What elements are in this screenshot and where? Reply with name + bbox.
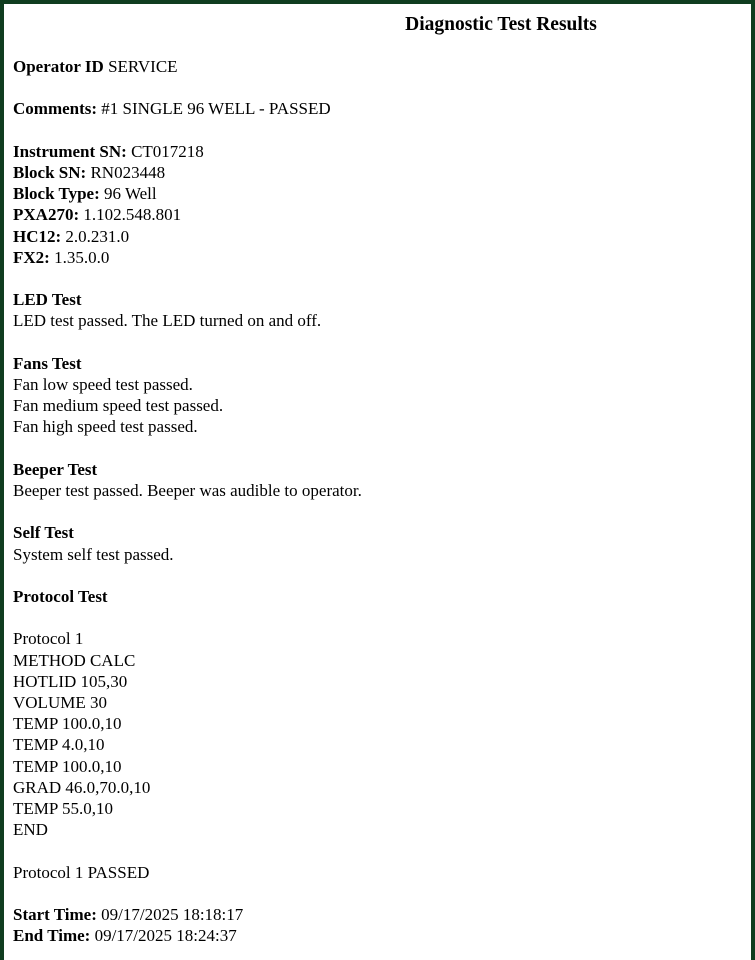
protocol-line: TEMP 55.0,10 xyxy=(13,798,113,818)
report-content xyxy=(13,12,751,946)
fans-test-heading: Fans Test xyxy=(13,353,82,373)
fx2-line xyxy=(13,247,751,268)
comments-value: #1 SINGLE 96 WELL - PASSED xyxy=(101,99,331,119)
pxa270-label: PXA270: xyxy=(13,205,80,225)
fans-test-line-medium: Fan medium speed test passed. xyxy=(13,396,224,416)
protocol-line: GRAD 46.0,70.0,10 xyxy=(13,777,151,797)
instrument-sn-value: CT017218 xyxy=(131,141,204,161)
protocol-line: END xyxy=(13,820,48,840)
block-sn-value: RN023448 xyxy=(90,162,166,182)
fans-test-line-low: Fan low speed test passed. xyxy=(13,374,193,394)
protocol-line: Protocol 1 xyxy=(13,629,84,649)
operator-label: Operator ID xyxy=(13,57,104,76)
pxa270-value: 1.102.548.801 xyxy=(83,205,182,225)
protocol-line: TEMP 100.0,10 xyxy=(13,756,122,776)
fx2-label: FX2: xyxy=(13,247,50,267)
instrument-info xyxy=(13,141,751,268)
operator-line xyxy=(13,56,751,77)
instrument-sn-line xyxy=(13,141,751,162)
self-test-line: System self test passed. xyxy=(13,544,174,564)
beeper-test-line: Beeper test passed. Beeper was audible to operator. xyxy=(13,480,362,500)
block-sn-line xyxy=(13,162,751,183)
pxa270-line xyxy=(13,204,751,225)
led-test-section xyxy=(13,289,751,331)
beeper-test-section xyxy=(13,459,751,501)
operator-value: SERVICE xyxy=(108,57,178,76)
hc12-value: 2.0.231.0 xyxy=(65,226,130,246)
beeper-test-heading: Beeper Test xyxy=(13,459,98,479)
block-sn-label: Block SN: xyxy=(13,162,87,182)
comments-line xyxy=(13,98,751,119)
block-type-line xyxy=(13,183,751,204)
block-type-label: Block Type: xyxy=(13,184,100,204)
fans-test-section xyxy=(13,353,751,438)
self-test-section xyxy=(13,522,751,564)
start-time-label: Start Time: xyxy=(13,904,97,924)
protocol-line: METHOD CALC xyxy=(13,650,136,670)
led-test-heading: LED Test xyxy=(13,290,82,310)
protocol-line: TEMP 100.0,10 xyxy=(13,714,122,734)
end-time-label: End Time: xyxy=(13,926,91,946)
protocol-line: HOTLID 105,30 xyxy=(13,671,128,691)
fx2-value: 1.35.0.0 xyxy=(54,247,110,267)
end-time-value: 09/17/2025 18:24:37 xyxy=(94,926,237,946)
self-test-heading: Self Test xyxy=(13,523,74,543)
hc12-label: HC12: xyxy=(13,226,62,246)
end-time-line xyxy=(13,925,751,946)
start-time-value: 09/17/2025 18:18:17 xyxy=(101,904,244,924)
protocol-test-section xyxy=(13,586,751,883)
protocol-line: TEMP 4.0,10 xyxy=(13,735,105,755)
page-title: Diagnostic Test Results xyxy=(405,14,597,35)
start-time-line xyxy=(13,904,751,925)
comments-label: Comments: xyxy=(13,99,98,119)
led-test-line: LED test passed. The LED turned on and off. xyxy=(13,311,322,331)
instrument-sn-label: Instrument SN: xyxy=(13,141,127,161)
protocol-test-heading: Protocol Test xyxy=(13,586,108,606)
times-section xyxy=(13,904,751,946)
protocol-line: VOLUME 30 xyxy=(13,692,107,712)
fans-test-line-high: Fan high speed test passed. xyxy=(13,417,198,437)
hc12-line xyxy=(13,226,751,247)
block-type-value: 96 Well xyxy=(104,184,157,204)
protocol-result: Protocol 1 PASSED xyxy=(13,862,150,882)
